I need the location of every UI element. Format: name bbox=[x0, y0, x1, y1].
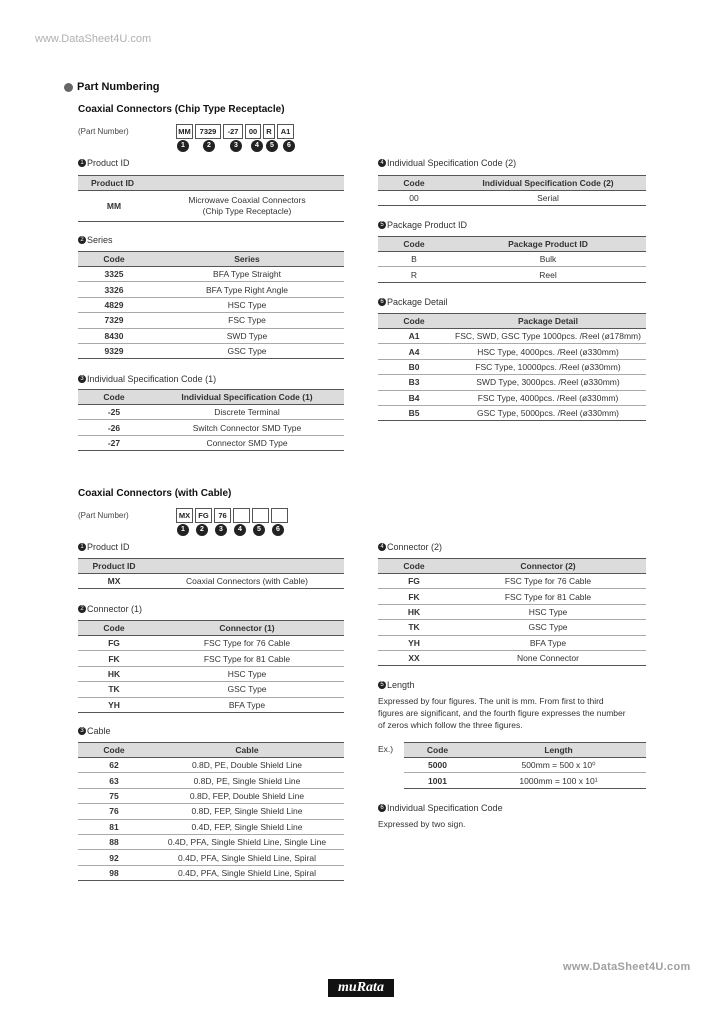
number-badge: 3 bbox=[78, 375, 86, 383]
number-badge: 4 bbox=[378, 159, 386, 167]
table-cell: B3 bbox=[378, 375, 450, 390]
table-cell: Coaxial Connectors (with Cable) bbox=[150, 574, 344, 589]
table-row bbox=[378, 620, 646, 635]
table-cell: 75 bbox=[78, 788, 150, 803]
number-badge: 1 bbox=[177, 140, 189, 152]
number-badge: 2 bbox=[78, 605, 86, 613]
table-row bbox=[378, 375, 646, 390]
chip-spec2-table bbox=[378, 175, 646, 206]
table-header: Series bbox=[150, 252, 344, 267]
pn-box: A1 bbox=[277, 124, 294, 139]
table-cell: Connector SMD Type bbox=[150, 435, 344, 450]
number-badge: 2 bbox=[78, 236, 86, 244]
pn-box: 00 bbox=[245, 124, 261, 139]
table-row bbox=[78, 420, 344, 435]
heading-text: Package Product ID bbox=[387, 220, 468, 230]
cable-cable-table bbox=[78, 742, 344, 881]
table-row bbox=[78, 819, 344, 834]
table-header: Length bbox=[471, 743, 646, 758]
table-header: Connector (1) bbox=[150, 621, 344, 636]
table-cell: GSC Type bbox=[150, 682, 344, 697]
table-row bbox=[378, 574, 646, 589]
table-row bbox=[378, 604, 646, 619]
table-cell: FG bbox=[378, 574, 450, 589]
pn-box: MX bbox=[176, 508, 193, 523]
chip-product-id-table bbox=[78, 175, 344, 222]
number-badge: 5 bbox=[253, 524, 265, 536]
heading-text: Package Detail bbox=[387, 297, 448, 307]
example-label: Ex.) bbox=[378, 744, 394, 754]
table-row bbox=[78, 651, 344, 666]
number-badge: 5 bbox=[378, 221, 386, 229]
text-line: figures are significant, and the fourth figure expresses the number bbox=[378, 708, 626, 718]
cable-part-number bbox=[78, 508, 290, 523]
table-row bbox=[78, 574, 344, 589]
page-title bbox=[64, 81, 160, 93]
pn-box bbox=[233, 508, 250, 523]
table-cell: 1001 bbox=[404, 773, 471, 788]
heading-text: Length bbox=[387, 680, 415, 690]
table-cell: FSC Type, 4000pcs. /Reel (ø330mm) bbox=[450, 390, 646, 405]
table-cell: 0.8D, FEP, Double Shield Line bbox=[150, 788, 344, 803]
number-badge: 4 bbox=[251, 140, 263, 152]
chip-spec1-heading bbox=[78, 374, 216, 384]
number-badge: 1 bbox=[78, 159, 86, 167]
table-cell: 5000 bbox=[404, 758, 471, 773]
table-cell: GSC Type bbox=[450, 620, 646, 635]
table-cell: FSC, SWD, GSC Type 1000pcs. /Reel (ø178mm) bbox=[450, 329, 646, 344]
pn-box: R bbox=[263, 124, 275, 139]
chip-spec2-heading bbox=[378, 158, 516, 168]
heading-text: Individual Specification Code bbox=[387, 803, 503, 813]
murata-logo: muRata bbox=[328, 979, 394, 997]
table-cell: 88 bbox=[78, 834, 150, 849]
table-cell: None Connector bbox=[450, 650, 646, 665]
table-cell: 1000mm = 100 x 10¹ bbox=[471, 773, 646, 788]
table-cell: Serial bbox=[450, 191, 646, 206]
heading-text: Connector (2) bbox=[387, 542, 443, 552]
heading-text: Cable bbox=[87, 726, 111, 736]
number-badge: 2 bbox=[196, 524, 208, 536]
pn-box bbox=[252, 508, 269, 523]
table-cell: 500mm = 500 x 10⁰ bbox=[471, 758, 646, 773]
table-row bbox=[78, 282, 344, 297]
cable-connector1-heading bbox=[78, 604, 142, 614]
table-cell: FSC Type, 10000pcs. /Reel (ø330mm) bbox=[450, 359, 646, 374]
chip-product-id-heading bbox=[78, 158, 130, 168]
table-cell: GSC Type, 5000pcs. /Reel (ø330mm) bbox=[450, 405, 646, 420]
pn-box: FG bbox=[195, 508, 212, 523]
table-cell: FSC Type for 81 Cable bbox=[150, 651, 344, 666]
table-cell: -27 bbox=[78, 435, 150, 450]
cable-connector2-table bbox=[378, 558, 646, 666]
cable-length-heading bbox=[378, 680, 415, 690]
table-cell: FSC Type for 81 Cable bbox=[450, 589, 646, 604]
table-cell: TK bbox=[378, 620, 450, 635]
table-cell: 0.8D, PE, Double Shield Line bbox=[150, 758, 344, 773]
table-row bbox=[78, 435, 344, 450]
number-badge: 5 bbox=[378, 681, 386, 689]
table-cell: 0.8D, PE, Single Shield Line bbox=[150, 773, 344, 788]
table-row bbox=[404, 758, 646, 773]
table-cell: A1 bbox=[378, 329, 450, 344]
cable-connector2-heading bbox=[378, 542, 442, 552]
desc-line: (Chip Type Receptacle) bbox=[202, 206, 292, 216]
table-cell: 4829 bbox=[78, 297, 150, 312]
table-header: Code bbox=[378, 176, 450, 191]
table-cell: TK bbox=[78, 682, 150, 697]
length-description bbox=[378, 695, 650, 731]
chip-spec1-table bbox=[78, 389, 344, 451]
table-row bbox=[78, 328, 344, 343]
table-cell: FSC Type for 76 Cable bbox=[450, 574, 646, 589]
table-row bbox=[378, 390, 646, 405]
table-cell: FG bbox=[78, 636, 150, 651]
table-row bbox=[78, 850, 344, 865]
heading-text: Series bbox=[87, 235, 113, 245]
table-cell: -26 bbox=[78, 420, 150, 435]
table-row bbox=[378, 635, 646, 650]
table-cell: 8430 bbox=[78, 328, 150, 343]
table-row bbox=[378, 252, 646, 267]
number-badge: 1 bbox=[78, 543, 86, 551]
table-row bbox=[78, 405, 344, 420]
number-badge: 5 bbox=[266, 140, 278, 152]
table-row bbox=[78, 834, 344, 849]
table-cell: FSC Type bbox=[150, 313, 344, 328]
table-cell: 0.4D, PFA, Single Shield Line, Spiral bbox=[150, 865, 344, 880]
pn-box: 7329 bbox=[195, 124, 221, 139]
table-cell: B bbox=[378, 252, 450, 267]
table-header bbox=[150, 559, 344, 574]
table-cell: 7329 bbox=[78, 313, 150, 328]
table-row bbox=[78, 666, 344, 681]
text-line: of zeros which follow the three figures. bbox=[378, 720, 523, 730]
table-cell: 00 bbox=[378, 191, 450, 206]
table-cell: SWD Type, 3000pcs. /Reel (ø330mm) bbox=[450, 375, 646, 390]
number-badge: 6 bbox=[378, 804, 386, 812]
table-cell: 0.8D, FEP, Single Shield Line bbox=[150, 804, 344, 819]
table-cell: BFA Type Straight bbox=[150, 267, 344, 282]
table-cell: FSC Type for 76 Cable bbox=[150, 636, 344, 651]
table-header: Cable bbox=[150, 743, 344, 758]
table-header: Code bbox=[78, 390, 150, 405]
table-cell: -25 bbox=[78, 405, 150, 420]
table-row bbox=[378, 329, 646, 344]
cable-pn-numbers bbox=[177, 524, 284, 536]
chip-package-heading bbox=[378, 220, 467, 230]
table-row bbox=[78, 267, 344, 282]
desc-line: Microwave Coaxial Connectors bbox=[188, 195, 306, 205]
table-cell: Discrete Terminal bbox=[150, 405, 344, 420]
watermark-bottom: www.DataSheet4U.com bbox=[563, 961, 691, 973]
table-cell: 92 bbox=[78, 850, 150, 865]
chip-part-number bbox=[78, 124, 296, 139]
watermark-top: www.DataSheet4U.com bbox=[35, 33, 152, 45]
table-row bbox=[378, 650, 646, 665]
table-header: Individual Specification Code (1) bbox=[150, 390, 344, 405]
table-cell: HK bbox=[78, 666, 150, 681]
table-row bbox=[78, 313, 344, 328]
heading-text: Product ID bbox=[87, 158, 130, 168]
chip-package-detail-heading bbox=[378, 297, 448, 307]
table-cell: FK bbox=[78, 651, 150, 666]
heading-text: Product ID bbox=[87, 542, 130, 552]
table-cell: YH bbox=[78, 697, 150, 712]
table-row bbox=[78, 697, 344, 712]
table-cell: B5 bbox=[378, 405, 450, 420]
number-badge: 3 bbox=[230, 140, 242, 152]
table-cell: Reel bbox=[450, 267, 646, 282]
chip-section-title: Coaxial Connectors (Chip Type Receptacle) bbox=[78, 104, 285, 115]
table-header: Package Detail bbox=[450, 314, 646, 329]
table-cell: A4 bbox=[378, 344, 450, 359]
table-header: Code bbox=[404, 743, 471, 758]
table-cell: BFA Type bbox=[150, 697, 344, 712]
table-cell: Bulk bbox=[450, 252, 646, 267]
table-header: Code bbox=[78, 743, 150, 758]
cable-connector1-table bbox=[78, 620, 344, 713]
number-badge: 3 bbox=[78, 727, 86, 735]
table-cell: 9329 bbox=[78, 343, 150, 358]
pn-label: (Part Number) bbox=[78, 511, 129, 520]
page-title-text: Part Numbering bbox=[77, 81, 160, 93]
table-row bbox=[78, 804, 344, 819]
number-badge: 6 bbox=[378, 298, 386, 306]
table-cell: BFA Type bbox=[450, 635, 646, 650]
table-cell: HSC Type bbox=[150, 666, 344, 681]
table-header: Code bbox=[78, 252, 150, 267]
table-cell: XX bbox=[378, 650, 450, 665]
table-cell bbox=[150, 191, 344, 222]
pn-box: MM bbox=[176, 124, 193, 139]
table-cell: GSC Type bbox=[150, 343, 344, 358]
table-header: Product ID bbox=[78, 176, 344, 191]
cable-spec-heading bbox=[378, 803, 503, 813]
table-cell: B4 bbox=[378, 390, 450, 405]
number-badge: 2 bbox=[203, 140, 215, 152]
table-cell: 81 bbox=[78, 819, 150, 834]
chip-package-table bbox=[378, 236, 646, 283]
table-header: Connector (2) bbox=[450, 559, 646, 574]
table-cell: HSC Type bbox=[150, 297, 344, 312]
table-row bbox=[78, 788, 344, 803]
chip-series-table bbox=[78, 251, 344, 359]
table-cell: 0.4D, PFA, Single Shield Line, Single Line bbox=[150, 834, 344, 849]
table-cell: HSC Type bbox=[450, 604, 646, 619]
table-cell: MM bbox=[78, 191, 150, 222]
table-cell: 3325 bbox=[78, 267, 150, 282]
table-cell: YH bbox=[378, 635, 450, 650]
heading-text: Individual Specification Code (1) bbox=[87, 374, 217, 384]
table-cell: FK bbox=[378, 589, 450, 604]
pn-label: (Part Number) bbox=[78, 127, 129, 136]
chip-series-heading bbox=[78, 235, 113, 245]
table-row bbox=[378, 405, 646, 420]
table-cell: 98 bbox=[78, 865, 150, 880]
table-cell: MX bbox=[78, 574, 150, 589]
table-cell: 63 bbox=[78, 773, 150, 788]
table-cell: 0.4D, PFA, Single Shield Line, Spiral bbox=[150, 850, 344, 865]
table-row bbox=[378, 344, 646, 359]
table-header: Individual Specification Code (2) bbox=[450, 176, 646, 191]
table-cell: 0.4D, FEP, Single Shield Line bbox=[150, 819, 344, 834]
cable-product-id-table bbox=[78, 558, 344, 589]
table-header: Code bbox=[378, 314, 450, 329]
table-row bbox=[378, 267, 646, 282]
bullet-icon bbox=[64, 83, 73, 92]
cable-length-table bbox=[404, 742, 646, 789]
table-header: Code bbox=[78, 621, 150, 636]
cable-section-title: Coaxial Connectors (with Cable) bbox=[78, 488, 232, 499]
table-row bbox=[78, 297, 344, 312]
table-header: Code bbox=[378, 237, 450, 252]
text-line: Expressed by four figures. The unit is mm. From first to third bbox=[378, 696, 604, 706]
table-row bbox=[378, 191, 646, 206]
number-badge: 1 bbox=[177, 524, 189, 536]
table-cell: SWD Type bbox=[150, 328, 344, 343]
table-row bbox=[378, 589, 646, 604]
table-row bbox=[78, 682, 344, 697]
table-row bbox=[78, 343, 344, 358]
table-cell: 3326 bbox=[78, 282, 150, 297]
pn-box: 76 bbox=[214, 508, 231, 523]
number-badge: 4 bbox=[234, 524, 246, 536]
table-header: Code bbox=[378, 559, 450, 574]
table-row bbox=[404, 773, 646, 788]
table-cell: BFA Type Right Angle bbox=[150, 282, 344, 297]
cable-cable-heading bbox=[78, 726, 111, 736]
number-badge: 4 bbox=[378, 543, 386, 551]
table-row bbox=[78, 865, 344, 880]
table-row bbox=[78, 636, 344, 651]
chip-package-detail-table bbox=[378, 313, 646, 421]
table-header: Package Product ID bbox=[450, 237, 646, 252]
table-header: Product ID bbox=[78, 559, 150, 574]
table-cell: R bbox=[378, 267, 450, 282]
number-badge: 6 bbox=[283, 140, 295, 152]
table-cell: HSC Type, 4000pcs. /Reel (ø330mm) bbox=[450, 344, 646, 359]
heading-text: Individual Specification Code (2) bbox=[387, 158, 517, 168]
table-cell: Switch Connector SMD Type bbox=[150, 420, 344, 435]
table-cell: B0 bbox=[378, 359, 450, 374]
pn-box bbox=[271, 508, 288, 523]
heading-text: Connector (1) bbox=[87, 604, 143, 614]
table-row bbox=[378, 359, 646, 374]
table-cell: 76 bbox=[78, 804, 150, 819]
table-row bbox=[78, 773, 344, 788]
table-cell: 62 bbox=[78, 758, 150, 773]
table-cell: HK bbox=[378, 604, 450, 619]
table-row bbox=[78, 758, 344, 773]
spec-description: Expressed by two sign. bbox=[378, 819, 466, 829]
pn-box: -27 bbox=[223, 124, 243, 139]
cable-product-id-heading bbox=[78, 542, 130, 552]
chip-pn-numbers bbox=[177, 140, 295, 152]
number-badge: 3 bbox=[215, 524, 227, 536]
number-badge: 6 bbox=[272, 524, 284, 536]
